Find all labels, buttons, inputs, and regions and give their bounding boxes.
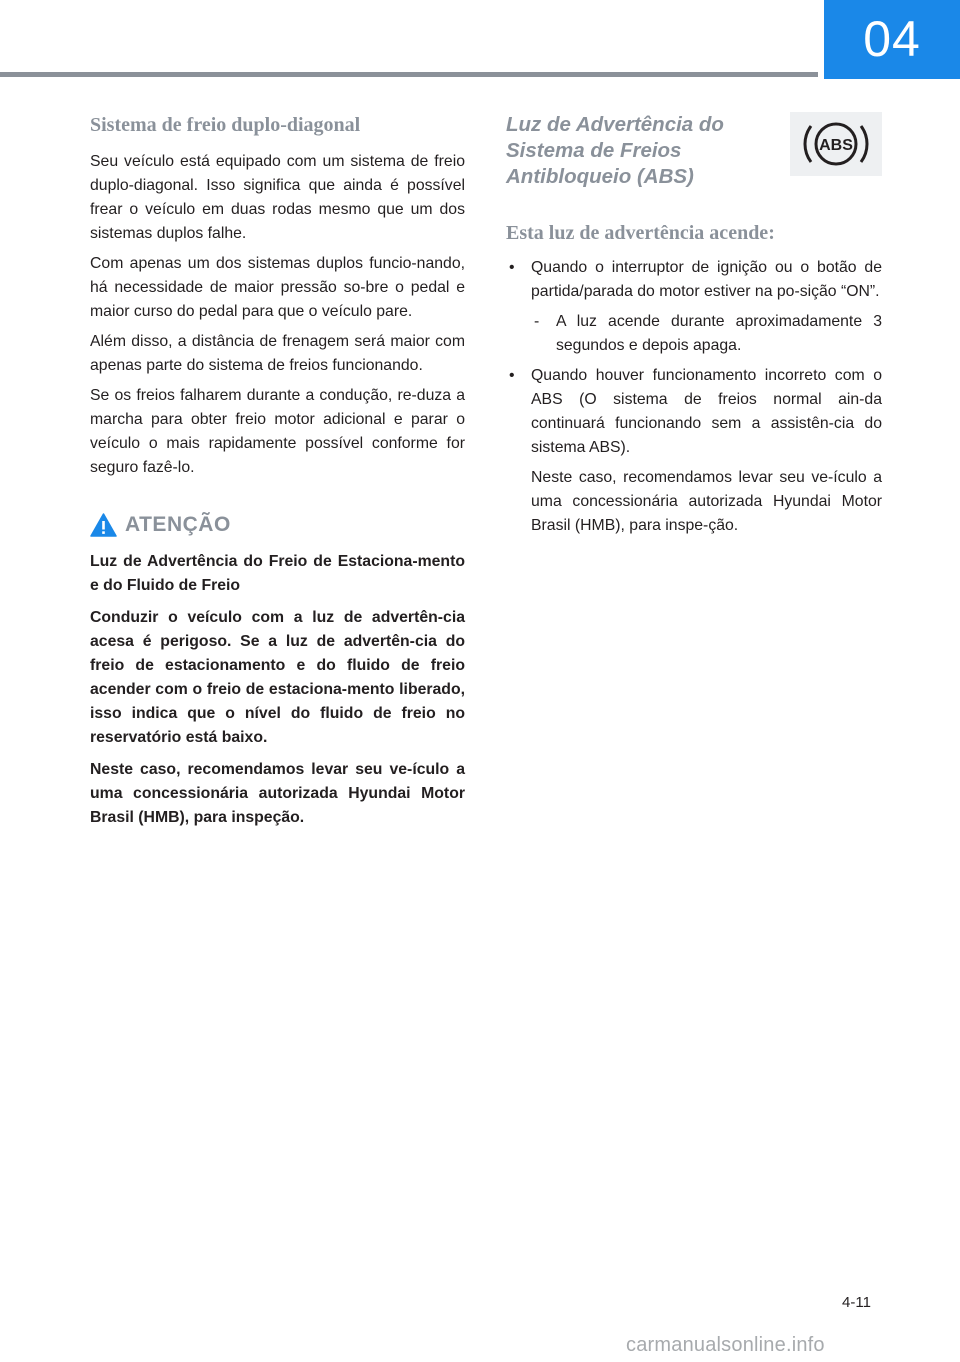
right-column [506,112,882,538]
abs-conditions-list [506,256,882,304]
watermark: carmanualsonline.info [626,1334,825,1356]
dash-mark: - [534,313,540,330]
abs-warning-light-icon [790,112,882,176]
page-number: 4-11 [842,1294,871,1311]
abs-icon-label: ABS [819,137,853,154]
bullet-text: Quando o interruptor de ignição ou o botão de partida/parada do motor estiver na po-sição “ON”. [531,259,882,300]
warning-paragraph-3: Neste caso, recomendamos levar seu ve-ículo a uma concessionária autorizada Hyundai Motor Brasil (HMB), para inspeção. [90,761,465,826]
section-heading: Sistema de freio duplo-diagonal [90,114,361,136]
bullet-mark: • [509,259,515,276]
paragraph-2: Com apenas um dos sistemas duplos funcio-nando, há necessidade de maior pressão so-bre o pedal e maior curso do pedal para que o veículo pare. [90,255,465,320]
warning-triangle-icon [90,513,117,537]
list-item [506,256,882,304]
abs-symbol-icon [801,114,871,174]
sub-item [506,310,882,358]
warning-header [90,510,465,540]
warning-body [90,550,465,830]
bullet-text: Quando houver funcionamento incorreto com o ABS (O sistema de freios normal ain-da continuará funcionando sem a assistên-cia do sistema ABS). [531,367,882,456]
warning-paragraph-2: Conduzir o veículo com a luz de advertên-cia acesa é perigoso. Se a luz de advertên-cia do freio de estacionamento e do fluido de freio acender com o freio de estaciona-mento liberado, isso indica que o nível do fluido de freio no reservatório está baixo. [90,609,465,746]
paragraph-3: Além disso, a distância de frenagem será maior com apenas parte do sistema de freios funcionando. [90,333,465,374]
paragraph-1: Seu veículo está equipado com um sistema de freio duplo-diagonal. Isso significa que ainda é possível frear o veículo em duas rodas mesmo que um dos sistemas duplos falhe. [90,153,465,242]
bullet-mark: • [509,367,515,384]
abs-section-title: Luz de Advertência do Sistema de Freios Antibloqueio (ABS) [506,113,724,188]
bullet-note-text: Neste caso, recomendamos levar seu ve-ículo a uma concessionária autorizada Hyundai Motor Brasil (HMB), para inspe-ção. [531,469,882,534]
warning-title: ATENÇÃO [125,513,231,536]
abs-subheading: Esta luz de advertência acende: [506,222,775,244]
paragraph-4: Se os freios falharem durante a condução, re-duza a marcha para obter freio motor adicional e parar o veículo o mais rapidamente possível conforme for seguro fazê-lo. [90,387,465,476]
chapter-tab: 04 [824,0,960,79]
abs-conditions-list-2 [506,364,882,460]
abs-header [506,112,882,190]
bullet-note [506,466,882,538]
sub-item-text: A luz acende durante aproximadamente 3 segundos e depois apaga. [556,313,882,354]
list-item [506,364,882,460]
header-rule [0,72,818,77]
left-column [90,112,465,830]
warning-paragraph-1: Luz de Advertência do Freio de Estaciona-mento e do Fluido de Freio [90,553,465,594]
